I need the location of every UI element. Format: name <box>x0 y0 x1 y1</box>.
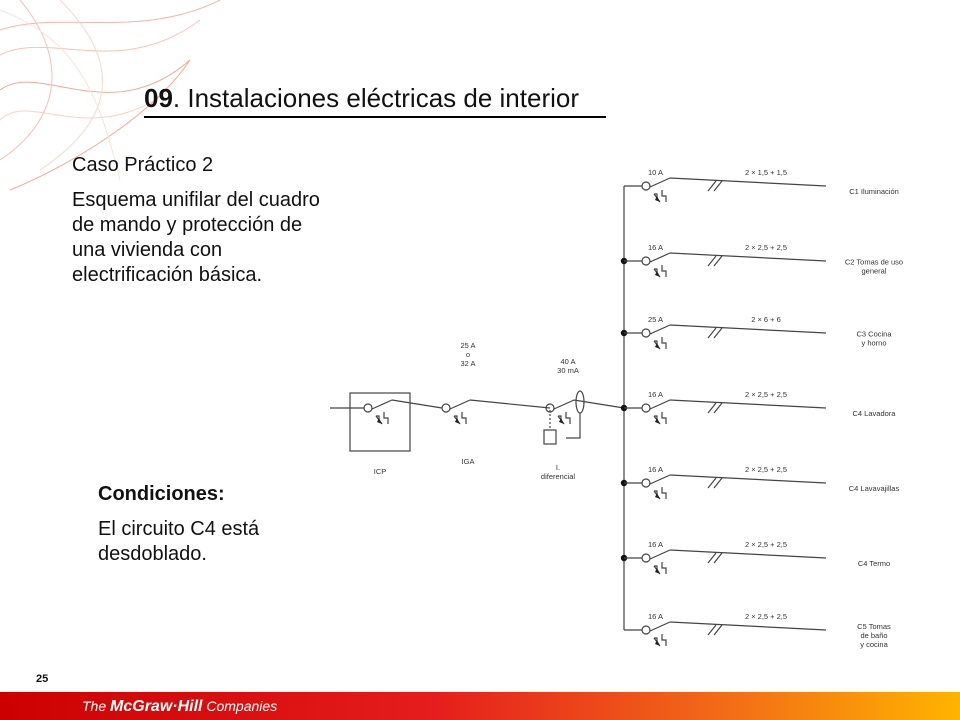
iga-rating-label: o <box>465 350 471 359</box>
circuit-cable: 2 × 2,5 + 2,5 <box>744 612 788 621</box>
circuit-name: C2 Tomas de uso <box>844 257 904 267</box>
contact-circle <box>442 404 450 412</box>
contact-arm <box>450 400 470 409</box>
differential-sense-line <box>566 413 580 438</box>
contact-circle <box>642 329 650 337</box>
publisher-logo <box>82 695 277 718</box>
circuit-rating: 16 A <box>648 540 664 549</box>
circuit-rating: 16 A <box>648 390 664 399</box>
trip-mark <box>662 412 666 424</box>
logo-brand: McGraw·Hill <box>110 698 203 715</box>
logo-companies: Companies <box>206 698 278 714</box>
trip-mark <box>384 412 388 424</box>
chapter-title: . Instalaciones eléctricas de interior <box>172 83 580 113</box>
circuit-name: y cocina <box>860 640 888 649</box>
circuit-cable: 2 × 2,5 + 2,5 <box>744 243 788 252</box>
main-line <box>470 400 550 408</box>
trip-mark <box>566 412 570 424</box>
contact-arm <box>650 178 670 187</box>
circuit-row <box>624 612 891 649</box>
branch-line <box>670 475 826 483</box>
case-subtitle: Caso Práctico 2 <box>72 154 214 176</box>
circuit-rating: 10 A <box>648 168 664 177</box>
circuit-name: C4 Termo <box>857 559 891 568</box>
iga-breaker <box>442 400 470 424</box>
single-line-diagram <box>318 158 918 670</box>
circuit-rating: 16 A <box>648 612 664 621</box>
circuit-name: de baño <box>860 631 888 640</box>
differential-label: I. <box>555 463 561 472</box>
circuit-cable: 2 × 2,5 + 2,5 <box>744 540 788 549</box>
icp-label: ICP <box>373 467 387 476</box>
slide-number: 25 <box>36 673 49 685</box>
branch-line <box>670 622 826 630</box>
circuit-name: C5 Tomas <box>857 622 891 631</box>
differential-rating-label: 40 A <box>560 357 576 366</box>
conditions-heading: Condiciones: <box>98 483 225 505</box>
chapter-number: 09 <box>144 83 173 113</box>
branch-line <box>670 325 826 333</box>
cable-slash <box>708 181 722 191</box>
cable-slash <box>708 256 722 266</box>
contact-circle <box>642 626 650 634</box>
trip-mark <box>662 562 666 574</box>
trip-mark <box>462 412 466 424</box>
circuit-rating: 25 A <box>648 315 664 324</box>
main-line <box>574 400 624 408</box>
cable-slash <box>708 478 722 488</box>
contact-circle <box>642 257 650 265</box>
circuit-row <box>621 243 903 277</box>
trip-mark <box>662 190 666 202</box>
circuit-row <box>621 465 900 499</box>
contact-arm <box>650 622 670 631</box>
circuit-rating: 16 A <box>648 465 664 474</box>
branch-line <box>670 178 826 186</box>
logo-the: The <box>82 698 107 714</box>
contact-arm <box>650 475 670 484</box>
iga-rating-label: 25 A <box>460 341 476 350</box>
contact-arm <box>650 325 670 334</box>
footer-bar <box>0 692 960 720</box>
cable-slash <box>708 553 722 563</box>
iga-label: IGA <box>461 457 475 466</box>
case-block <box>72 153 322 288</box>
conditions-block <box>98 482 318 567</box>
trip-mark <box>662 337 666 349</box>
circuit-cable: 2 × 6 + 6 <box>751 315 781 324</box>
differential-rating-label: 30 mA <box>557 366 579 375</box>
contact-circle <box>642 554 650 562</box>
circuit-cable: 2 × 2,5 + 2,5 <box>744 390 788 399</box>
circuit-name: C1 Iluminación <box>849 187 899 196</box>
branch-line <box>670 400 826 408</box>
circuit-row <box>621 390 896 424</box>
cable-slash <box>708 328 722 338</box>
circuit-cable: 2 × 1,5 + 1,5 <box>744 168 788 177</box>
cable-slash <box>708 625 722 635</box>
branch-line <box>670 550 826 558</box>
contact-circle <box>642 182 650 190</box>
contact-arm <box>554 400 574 409</box>
conditions-text: El circuito C4 está desdoblado. <box>98 518 260 565</box>
contact-arm <box>372 400 392 409</box>
icp-breaker <box>364 400 392 424</box>
contact-circle <box>642 404 650 412</box>
circuit-row <box>621 315 893 349</box>
contact-arm <box>650 253 670 262</box>
circuit-row <box>624 168 899 202</box>
page-title <box>144 80 606 118</box>
circuit-name: y horno <box>861 338 887 348</box>
contact-circle <box>364 404 372 412</box>
trip-mark <box>662 634 666 646</box>
contact-arm <box>650 550 670 559</box>
cable-slash <box>708 403 722 413</box>
trip-mark <box>662 487 666 499</box>
case-description: Esquema unifilar del cuadro de mando y protección de una vivienda con electrificación básica. <box>72 189 320 286</box>
contact-arm <box>650 400 670 409</box>
circuit-cable: 2 × 2,5 + 2,5 <box>744 465 788 474</box>
circuit-row <box>621 540 890 574</box>
branch-line <box>670 253 826 261</box>
differential-label: diferencial <box>540 472 576 481</box>
main-line <box>392 400 442 408</box>
circuit-name: C4 Lavavajillas <box>848 484 900 493</box>
circuit-name: C3 Cocina <box>856 329 892 339</box>
trip-mark <box>662 265 666 277</box>
circuit-name: general <box>861 266 887 276</box>
circuit-name: C4 Lavadora <box>852 409 896 418</box>
contact-circle <box>642 479 650 487</box>
circuit-rating: 16 A <box>648 243 664 252</box>
iga-rating-label: 32 A <box>460 359 476 368</box>
differential-relay <box>544 430 556 444</box>
